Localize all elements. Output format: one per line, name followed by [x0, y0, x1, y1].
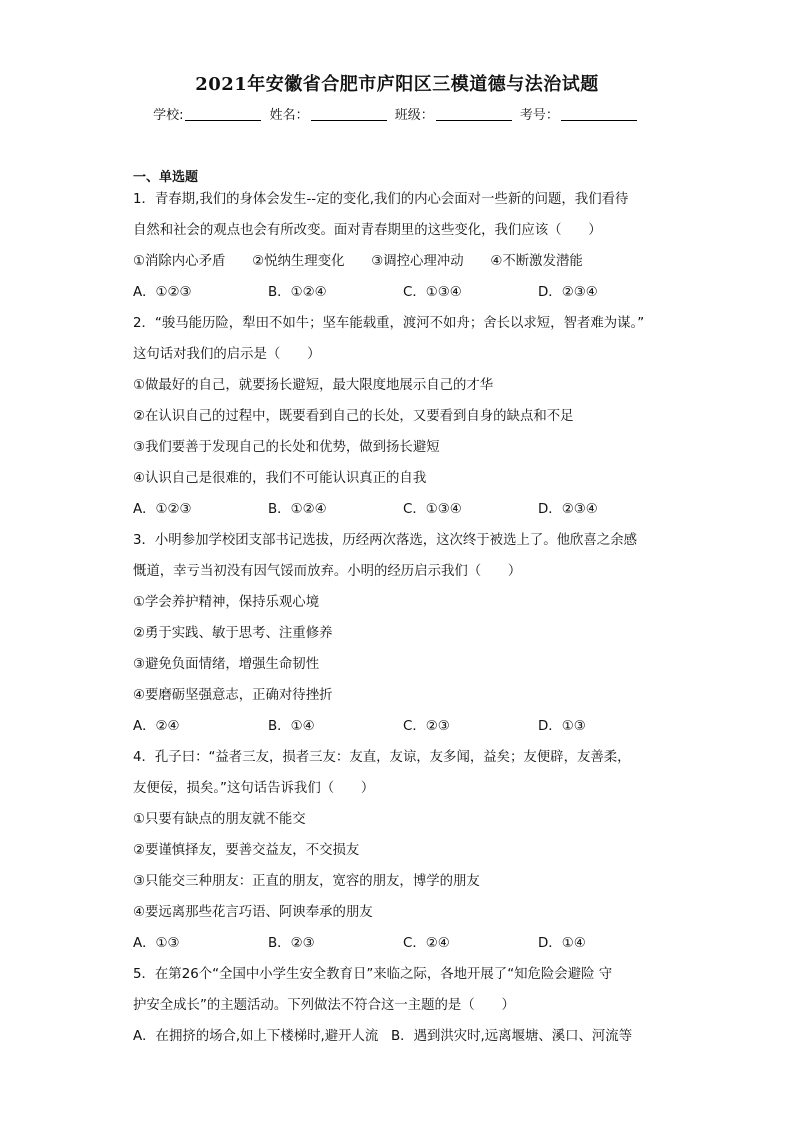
- q1-option-b[interactable]: B．①②④: [268, 285, 327, 300]
- q3-option-c[interactable]: C．②③: [403, 719, 450, 734]
- name-label: 姓名：: [269, 108, 309, 123]
- q2-item-3: ③我们要善于发现自己的长处和优势，做到扬长避短: [133, 440, 440, 455]
- exam-no-blank[interactable]: [561, 108, 637, 121]
- q4-item-2: ②要谨慎择友，要善交益友，不交损友: [133, 843, 360, 858]
- q4-option-b[interactable]: B．②③: [268, 936, 315, 951]
- q4-option-c[interactable]: C．②④: [403, 936, 450, 951]
- q2-option-c[interactable]: C．①③④: [403, 502, 462, 517]
- q3-option-d[interactable]: D．①③: [538, 719, 586, 734]
- q2-options: [133, 500, 673, 531]
- q4-option-a[interactable]: A．①③: [133, 936, 180, 951]
- school-label: 学校:: [153, 108, 184, 123]
- q3-item-4: ④要磨砺坚强意志，正确对待挫折: [133, 688, 333, 703]
- q1-option-c[interactable]: C．①③④: [403, 285, 462, 300]
- q2-item-2: ②在认识自己的过程中，既要看到自己的长处，又要看到自身的缺点和不足: [133, 409, 574, 424]
- q4-stem-line-2: 友便佞，损矣。”这句话告诉我们（ ）: [133, 781, 375, 796]
- q2-option-a[interactable]: A．①②③: [133, 502, 192, 517]
- q5-options: [133, 1027, 673, 1058]
- q5-stem-line-1: 5．在第26个“全国中小学生安全教育日”来临之际，各地开展了“知危险会避险 守: [133, 967, 613, 982]
- student-info-line: [0, 104, 794, 123]
- q3-stem-line-1: 3．小明参加学校团支部书记选拔，历经两次落选，这次终于被选上了。他欣喜之余感: [133, 533, 637, 548]
- q4-stem-line-1: 4．孔子曰：“益者三友，损者三友：友直，友谅，友多闻，益矣；友便辟，友善柔，: [133, 750, 631, 765]
- class-blank[interactable]: [436, 108, 512, 121]
- q1-items: ①消除内心矛盾 ②悦纳生理变化 ③调控心理冲动 ④不断激发潜能: [133, 254, 583, 269]
- q3-option-b[interactable]: B．①④: [268, 719, 315, 734]
- q1-options: [133, 283, 673, 314]
- q4-item-1: ①只要有缺点的朋友就不能交: [133, 812, 306, 827]
- q2-option-b[interactable]: B．①②④: [268, 502, 327, 517]
- q3-option-a[interactable]: A．②④: [133, 719, 180, 734]
- q4-options: [133, 934, 673, 965]
- q5-option-b[interactable]: B．遇到洪灾时,远离堰塘、溪口、河流等: [391, 1029, 633, 1044]
- class-label: 班级：: [394, 108, 434, 123]
- q1-option-a[interactable]: A．①②③: [133, 285, 192, 300]
- q3-options: [133, 717, 673, 748]
- q3-item-2: ②勇于实践、敏于思考、注重修养: [133, 626, 333, 641]
- q2-item-4: ④认识自己是很难的，我们不可能认识真正的自我: [133, 471, 427, 486]
- exam-no-label: 考号：: [519, 108, 559, 123]
- q3-stem-line-2: 慨道，幸亏当初没有因气馁而放弃。小明的经历启示我们（ ）: [133, 564, 522, 579]
- q4-item-3: ③只能交三种朋友：正直的朋友，宽容的朋友，博学的朋友: [133, 874, 480, 889]
- q3-item-3: ③避免负面情绪，增强生命韧性: [133, 657, 320, 672]
- q2-item-1: ①做最好的自己，就要扬长避短，最大限度地展示自己的才华: [133, 378, 494, 393]
- q1-option-d[interactable]: D．②③④: [538, 285, 598, 300]
- q5-option-a[interactable]: A．在拥挤的场合,如上下楼梯时,避开人流: [133, 1029, 379, 1044]
- exam-title: 2021年安徽省合肥市庐阳区三模道德与法治试题: [195, 74, 599, 95]
- q2-stem-line-2: 这句话对我们的启示是（ ）: [133, 347, 321, 362]
- q3-item-1: ①学会养护精神，保持乐观心境: [133, 595, 320, 610]
- q2-stem-line-1: 2．“骏马能历险，犁田不如牛；坚车能载重，渡河不如舟；舍长以求短，智者难为谋。”: [133, 316, 645, 331]
- school-blank[interactable]: [185, 108, 261, 121]
- q1-stem-line-2: 自然和社会的观点也会有所改变。面对青春期里的这些变化，我们应该（ ）: [133, 223, 602, 238]
- q5-stem-line-2: 护安全成长”的主题活动。下列做法不符合这一主题的是（ ）: [133, 998, 515, 1013]
- q4-option-d[interactable]: D．①④: [538, 936, 586, 951]
- section-title: 一、单选题: [133, 170, 199, 185]
- q2-option-d[interactable]: D．②③④: [538, 502, 598, 517]
- q4-item-4: ④要远离那些花言巧语、阿谀奉承的朋友: [133, 905, 373, 920]
- q1-stem-line-1: 1．青春期,我们的身体会发生--定的变化,我们的内心会面对一些新的问题，我们看待: [133, 192, 629, 207]
- name-blank[interactable]: [311, 108, 387, 121]
- questions: [133, 190, 673, 1058]
